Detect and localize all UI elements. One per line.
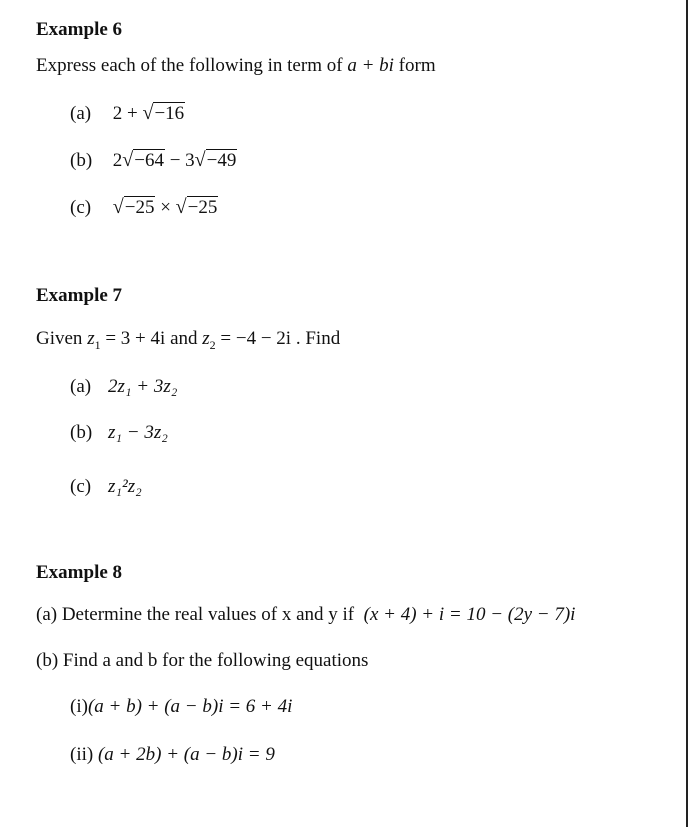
square-root: √−16 — [142, 102, 185, 124]
ex8-item-ii — [70, 743, 275, 767]
radicand: −49 — [206, 150, 237, 171]
radicand: −25 — [187, 197, 218, 218]
instruction-text: Express each of the following in term of — [36, 55, 343, 76]
item-label: (a) — [70, 376, 92, 397]
z2-subscript: 2 — [209, 337, 216, 352]
item-label: (a) — [70, 103, 92, 124]
square-root: √−49 — [194, 149, 237, 171]
z1-subscript: 1 — [94, 337, 101, 352]
example-6-instruction — [36, 54, 436, 78]
math-expression: (a + b) + (a − b)i = 6 + 4i — [87, 696, 293, 717]
ex7-item-c — [70, 475, 142, 499]
radicand: −25 — [124, 197, 155, 218]
given-text: Given — [36, 328, 83, 349]
math-term: × — [155, 197, 176, 218]
example-7-given — [36, 327, 340, 357]
square-root: √−25 — [175, 196, 218, 218]
example-6-heading: Example 6 — [36, 19, 123, 40]
math-expression: (a + 2b) + (a − b)i = 9 — [97, 744, 275, 765]
math-term: 2 — [112, 150, 123, 171]
math-expression: z₁ − 3z₂ — [108, 422, 168, 443]
part-a-equation: (x + 4) + i = 10 − (2y − 7)i — [363, 604, 576, 625]
example-7-heading: Example 7 — [36, 285, 123, 306]
instruction-end: form — [398, 55, 436, 76]
item-label: (b) — [70, 150, 93, 171]
square-root: √−64 — [122, 149, 164, 171]
item-label: (i) — [70, 696, 88, 717]
z1-symbol: z — [87, 328, 95, 349]
z1-value: = 3 + 4i — [105, 328, 166, 349]
radicand: −16 — [154, 103, 185, 124]
find-text: . Find — [295, 328, 341, 349]
math-term: − 3 — [164, 150, 195, 171]
item-label: (b) — [70, 422, 93, 443]
instruction-math: a + bi — [347, 55, 394, 76]
ex6-item-a — [70, 101, 185, 126]
ex8-part-b: (b) Find a and b for the following equations — [36, 650, 369, 671]
item-label: (c) — [70, 476, 92, 497]
ex7-item-b — [70, 421, 168, 445]
item-label: (ii) — [70, 744, 94, 765]
math-expression: 2z₁ + 3z₂ — [108, 376, 178, 397]
ex8-item-i — [70, 695, 292, 719]
ex8-part-a — [36, 603, 575, 627]
part-a-text: (a) Determine the real values of x and y if — [36, 604, 355, 625]
and-text: and — [170, 328, 198, 349]
ex6-item-c — [70, 195, 218, 220]
math-expression: z₁²z₂ — [108, 476, 142, 497]
ex6-item-b — [70, 148, 237, 173]
ex7-item-a — [70, 375, 177, 399]
item-label: (c) — [70, 197, 92, 218]
z2-value: = −4 − 2i — [220, 328, 292, 349]
math-term: 2 + — [112, 103, 138, 124]
example-8-heading: Example 8 — [36, 562, 123, 583]
radicand: −64 — [134, 150, 164, 171]
square-root: √−25 — [112, 196, 155, 218]
z2-symbol: z — [202, 328, 210, 349]
